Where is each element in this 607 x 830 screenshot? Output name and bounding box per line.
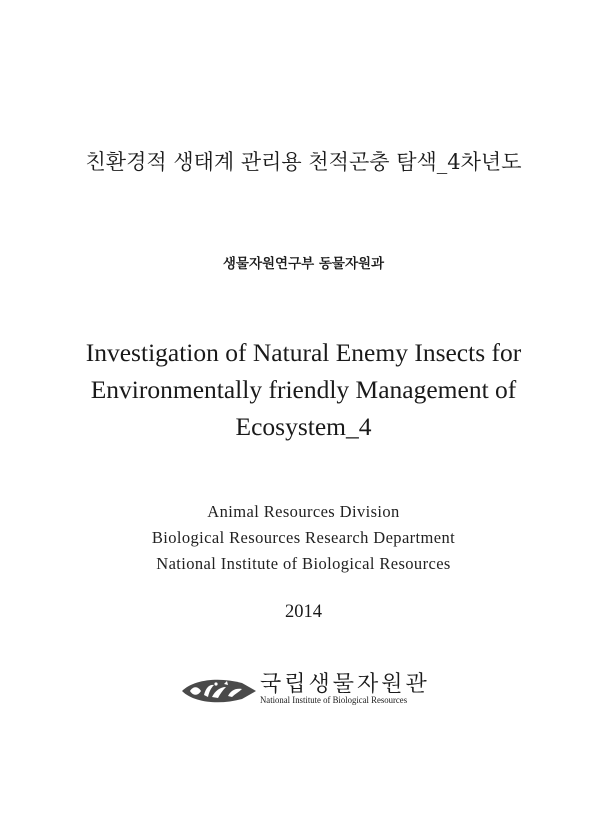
department-name: Biological Resources Research Department (151, 528, 456, 547)
english-title-line-2: Environmentally friendly Management of (90, 375, 517, 404)
logo-english-name: National Institute of Biological Resources (260, 696, 408, 706)
english-title-line-3: Ecosystem_4 (235, 412, 372, 441)
logo-korean-name: 국립생물자원관 (260, 672, 430, 697)
department-block (0, 499, 607, 577)
division-name: Animal Resources Division (207, 502, 400, 521)
institute-logo (180, 667, 430, 713)
nibr-emblem-icon (180, 675, 258, 707)
english-title (0, 334, 607, 445)
korean-title: 친환경적 생태계 관리용 천적곤충 탐색_4차년도 (85, 150, 522, 174)
korean-subtitle: 생물자원연구부 동물자원과 (222, 256, 385, 272)
english-title-line-1: Investigation of Natural Enemy Insects for (85, 338, 522, 367)
institute-name: National Institute of Biological Resources (156, 554, 451, 573)
publication-year: 2014 (285, 602, 322, 622)
